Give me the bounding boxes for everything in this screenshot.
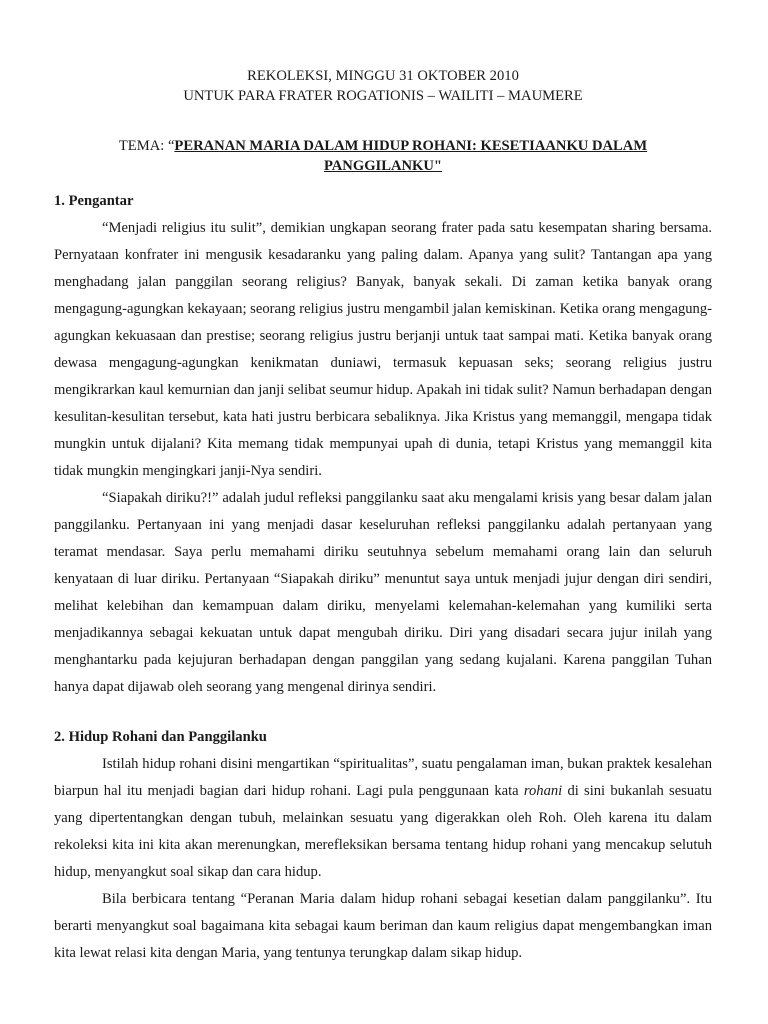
document-page xyxy=(54,66,712,967)
section-1-paragraph-2: “Siapakah diriku?!” adalah judul refleksi panggilanku saat aku mengalami krisis yang besar dalam jalan panggilanku. Pertanyaan ini yang menjadi dasar keseluruhan refleksi panggilanku adalah pertanyaan yang teramat mendasar. Saya perlu memahami diriku seutuhnya sebelum memahami orang lain dan seluruh kenyataan di luar diriku. Pertanyaan “Siapakah diriku” menuntut saya untuk menjadi jujur dengan diri sendiri, melihat kelebihan dan kemampuan dalam diriku, menyelami kelemahan-kelemahan yang kumiliki serta menjadikannya sebagai kekuatan untuk dapat mengubah diriku. Diri yang disadari secara jujur inilah yang menghantarku pada kejujuran berhadapan dengan panggilan yang sedang kujalani. Karena panggilan Tuhan hanya dapat dijawab oleh seorang yang mengenal dirinya sendiri. xyxy=(54,490,712,695)
header-line-1: REKOLEKSI, MINGGU 31 OKTOBER 2010 xyxy=(247,68,519,84)
tema-title-line-2: PANGGILANKU" xyxy=(323,158,443,174)
tema-line-1 xyxy=(54,136,712,156)
section-2-paragraph-2: Bila berbicara tentang “Peranan Maria dalam hidup rohani sebagai kesetian dalam panggilanku”. Itu berarti menyangkut soal bagaimana kita sebagai kaum beriman dan kaum religius dapat mengembangkan iman kita lewat relasi kita dengan Maria, yang tentunya terungkap dalam sikap hidup. xyxy=(54,891,712,961)
section-1-heading: 1. Pengantar xyxy=(54,193,134,209)
section-2-heading: 2. Hidup Rohani dan Panggilanku xyxy=(54,729,267,745)
section-2-paragraph-1-part-2: di sini bukanlah sesuatu yang dipertentangkan dengan tubuh, melainkan sesuatu yang digerakkan oleh Roh. Oleh karena itu dalam rekoleksi kita ini kita akan merenungkan, merefleksikan bersama tentang hidup rohani yang mencakup selutuh hidup, menyangkut soal sikap dan cara hidup. xyxy=(54,783,712,880)
section-2-paragraph-1-part-1: Istilah hidup rohani disini mengartikan “spiritualitas”, suatu pengalaman iman, bukan praktek kesalehan biarpun hal itu menjadi bagian dari hidup rohani. Lagi pula penggunaan kata xyxy=(54,756,712,799)
document-header xyxy=(54,66,712,106)
header-line-2: UNTUK PARA FRATER ROGATIONIS – WAILITI – MAUMERE xyxy=(183,88,583,104)
tema-prefix: TEMA: “ xyxy=(118,138,175,154)
tema-title-line-1: PERANAN MARIA DALAM HIDUP ROHANI: KESETIAANKU DALAM xyxy=(174,138,648,154)
section-2-paragraph-1 xyxy=(54,751,712,886)
tema-block xyxy=(54,136,712,176)
italic-word-rohani: rohani xyxy=(523,783,563,799)
section-1-paragraph-1: “Menjadi religius itu sulit”, demikian ungkapan seorang frater pada satu kesempatan sharing bersama. Pernyataan konfrater ini mengusik kesadaranku yang paling dalam. Apanya yang sulit? Tantangan apa yang menghadang jalan panggilan seorang religius? Banyak, banyak sekali. Di zaman ketika banyak orang mengagung-agungkan kekayaan; seorang religius justru mengambil jalan kemiskinan. Ketika orang mengagung-agungkan kekuasaan dan prestise; seorang religius justru berjanji untuk taat sampai mati. Ketika banyak orang dewasa mengagung-agungkan kenikmatan duniawi, termasuk kepuasan seks; seorang religius justru mengikrarkan kaul kemurnian dan janji selibat seumur hidup. Apakah ini tidak sulit? Namun berhadapan dengan kesulitan-kesulitan tersebut, kata hati justru berbicara sebaliknya. Jika Kristus yang memanggil, mengapa tidak mungkin untuk dijalani? Kita memang tidak mempunyai upah di dunia, tetapi Kristus yang memanggil kita tidak mungkin mengingkari janji-Nya sendiri. xyxy=(54,220,712,479)
tema-line-2 xyxy=(54,156,712,176)
